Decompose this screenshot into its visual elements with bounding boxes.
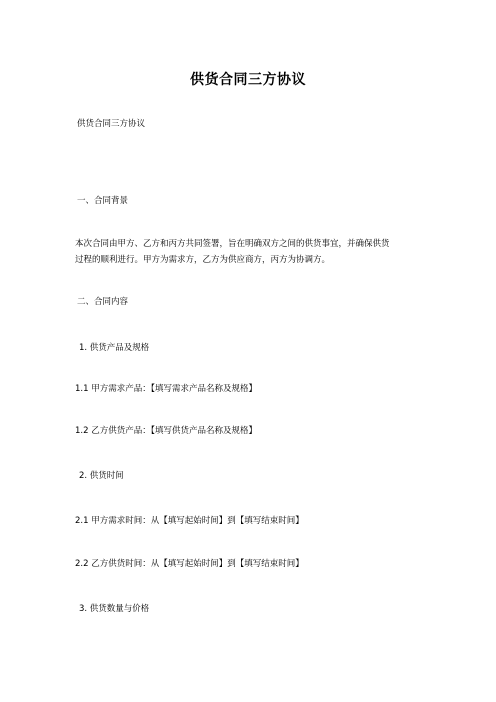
item-1-1: 1.1 甲方需求产品：【填写需求产品名称及规格】: [75, 384, 257, 394]
intro-line-1: 本次合同由甲方、乙方和丙方共同签署，旨在明确双方之间的供货事宜，并确保供货: [75, 239, 390, 249]
item-heading-time: 2. 供货时间: [79, 471, 124, 481]
item-2-2: 2.2 乙方供货时间：从【填写起始时间】到【填写结束时间】: [75, 559, 304, 569]
document-subtitle: 供货合同三方协议: [77, 119, 146, 129]
item-2-1: 2.1 甲方需求时间：从【填写起始时间】到【填写结束时间】: [75, 516, 304, 526]
document-title: 供货合同三方协议: [190, 72, 306, 88]
section-heading-content: 二、合同内容: [77, 297, 129, 307]
intro-line-2: 过程的顺利进行。甲方为需求方，乙方为供应商方，丙方为协调方。: [75, 255, 331, 265]
item-1-2: 1.2 乙方供货产品：【填写供货产品名称及规格】: [75, 426, 257, 436]
item-heading-products: 1. 供货产品及规格: [79, 343, 150, 353]
item-heading-quantity-price: 3. 供货数量与价格: [79, 604, 150, 614]
intro-paragraph: [75, 236, 421, 268]
section-heading-background: 一、合同背景: [77, 196, 129, 206]
